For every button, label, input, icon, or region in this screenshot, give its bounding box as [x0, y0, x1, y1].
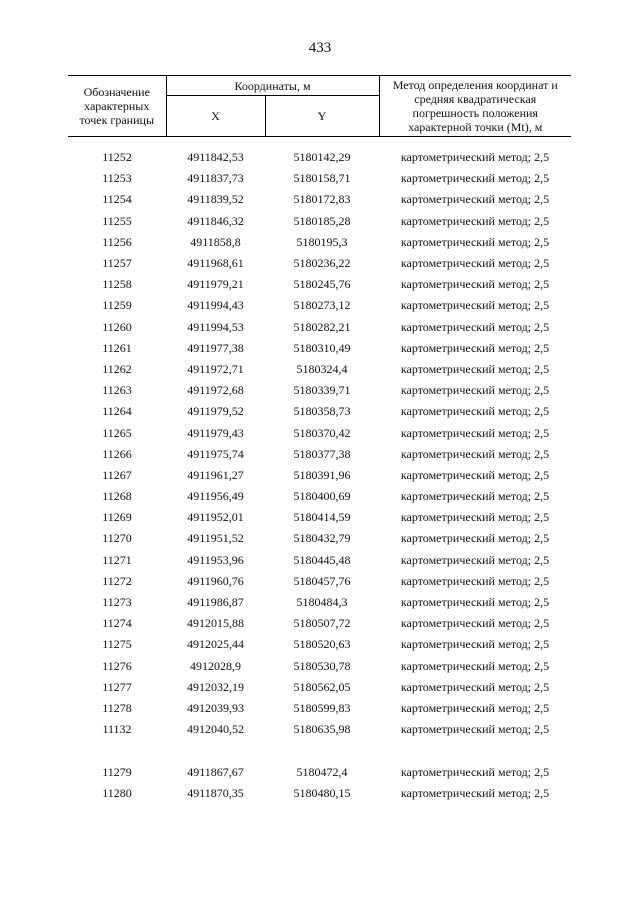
y-coordinate-cell: 5180377,38	[293, 446, 351, 461]
y-coordinate-cell: 5180414,59	[293, 510, 351, 525]
x-coordinate-cell: 4911986,87	[187, 595, 244, 610]
y-coordinate-cell: 5180236,22	[293, 256, 351, 271]
point-id-cell: 11261	[102, 340, 132, 355]
x-coordinate-cell: 4911994,43	[187, 298, 244, 313]
point-id-cell: 11259	[102, 298, 132, 313]
x-coordinate-cell: 4911972,68	[187, 383, 244, 398]
y-coordinate-cell: 5180185,28	[293, 213, 351, 228]
y-coordinate-cell: 5180480,15	[293, 785, 351, 800]
table-row	[68, 211, 571, 232]
x-coordinate-cell: 4911968,61	[187, 256, 244, 271]
row-gap	[68, 740, 571, 761]
point-id-cell: 11255	[102, 213, 132, 228]
method-cell: картометрический метод; 2,5	[400, 700, 550, 715]
table-body	[68, 137, 571, 804]
y-coordinate-cell: 5180391,96	[293, 467, 351, 482]
point-id-cell: 11271	[102, 552, 132, 567]
method-cell: картометрический метод; 2,5	[400, 234, 550, 249]
point-id-cell: 11269	[102, 510, 132, 525]
table-row	[68, 761, 571, 782]
method-cell: картометрический метод; 2,5	[400, 764, 550, 779]
coordinates-table	[68, 75, 571, 804]
method-cell: картометрический метод; 2,5	[400, 319, 550, 334]
y-coordinate-cell: 5180339,71	[293, 383, 351, 398]
point-id-cell: 11265	[102, 425, 132, 440]
table-row	[68, 719, 571, 740]
table-row	[68, 274, 571, 295]
table-row	[68, 634, 571, 655]
table-row	[68, 253, 571, 274]
header-method: Метод определения координат и средняя квадратическая погрешность положения характерной точки (Mt), м	[379, 76, 571, 137]
table-row	[68, 507, 571, 528]
method-cell: картометрический метод; 2,5	[400, 171, 550, 186]
method-cell: картометрический метод; 2,5	[400, 340, 550, 355]
table-row	[68, 317, 571, 338]
point-id-cell: 11267	[102, 467, 132, 482]
point-id-cell: 11277	[102, 679, 132, 694]
y-coordinate-cell: 5180530,78	[293, 658, 351, 673]
table-row	[68, 465, 571, 486]
point-id-cell: 11278	[102, 700, 132, 715]
y-coordinate-cell: 5180562,05	[293, 679, 351, 694]
point-id-cell: 11258	[102, 277, 132, 292]
table-row	[68, 571, 571, 592]
x-coordinate-cell: 4911867,67	[187, 764, 244, 779]
table-row	[68, 677, 571, 698]
x-coordinate-cell: 4911977,38	[187, 340, 244, 355]
method-cell: картометрический метод; 2,5	[400, 277, 550, 292]
table-row	[68, 232, 571, 253]
method-cell: картометрический метод; 2,5	[400, 531, 550, 546]
point-id-cell: 11276	[102, 658, 132, 673]
y-coordinate-cell: 5180172,83	[293, 192, 351, 207]
point-id-cell: 11256	[102, 234, 132, 249]
method-cell: картометрический метод; 2,5	[400, 679, 550, 694]
table-row	[68, 783, 571, 804]
header-coordinates: Координаты, м	[166, 76, 379, 96]
x-coordinate-cell: 4912015,88	[187, 616, 244, 631]
x-coordinate-cell: 4912039,93	[187, 700, 244, 715]
table-row	[68, 295, 571, 316]
table-row	[68, 338, 571, 359]
x-coordinate-cell: 4911953,96	[187, 552, 244, 567]
y-coordinate-cell: 5180195,3	[296, 234, 348, 249]
x-coordinate-cell: 4911960,76	[187, 573, 244, 588]
point-id-cell: 11275	[102, 637, 132, 652]
x-coordinate-cell: 4911979,43	[187, 425, 244, 440]
table-row	[68, 528, 571, 549]
x-coordinate-cell: 4912028,9	[190, 658, 241, 673]
point-id-cell: 11253	[102, 171, 132, 186]
y-coordinate-cell: 5180358,73	[293, 404, 351, 419]
header-designation: Обозначение характерных точек границы	[68, 76, 166, 137]
table-header	[68, 76, 571, 137]
x-coordinate-cell: 4911975,74	[187, 446, 244, 461]
x-coordinate-cell: 4911870,35	[187, 785, 244, 800]
method-cell: картометрический метод; 2,5	[400, 298, 550, 313]
point-id-cell: 11268	[102, 489, 132, 504]
y-coordinate-cell: 5180520,63	[293, 637, 351, 652]
x-coordinate-cell: 4911952,01	[187, 510, 244, 525]
table-row	[68, 550, 571, 571]
x-coordinate-cell: 4911951,52	[187, 531, 244, 546]
point-id-cell: 11262	[102, 361, 132, 376]
table-row	[68, 486, 571, 507]
y-coordinate-cell: 5180324,4	[296, 361, 348, 376]
x-coordinate-cell: 4911839,52	[187, 192, 244, 207]
table-row	[68, 698, 571, 719]
x-coordinate-cell: 4912025,44	[187, 637, 244, 652]
x-coordinate-cell: 4911979,21	[187, 277, 244, 292]
method-cell: картометрический метод; 2,5	[400, 425, 550, 440]
method-cell: картометрический метод; 2,5	[400, 404, 550, 419]
header-y: Y	[265, 96, 379, 137]
y-coordinate-cell: 5180484,3	[296, 595, 348, 610]
table-row	[68, 359, 571, 380]
x-coordinate-cell: 4911961,27	[187, 467, 244, 482]
x-coordinate-cell: 4911979,52	[187, 404, 244, 419]
method-cell: картометрический метод; 2,5	[400, 616, 550, 631]
table-row	[68, 189, 571, 210]
method-cell: картометрический метод; 2,5	[400, 573, 550, 588]
method-cell: картометрический метод; 2,5	[400, 383, 550, 398]
method-cell: картометрический метод; 2,5	[400, 510, 550, 525]
x-coordinate-cell: 4912032,19	[187, 679, 244, 694]
y-coordinate-cell: 5180370,42	[293, 425, 351, 440]
table-row	[68, 613, 571, 634]
page-number: 433	[308, 40, 332, 56]
y-coordinate-cell: 5180158,71	[293, 171, 351, 186]
y-coordinate-cell: 5180432,79	[293, 531, 351, 546]
method-cell: картометрический метод; 2,5	[400, 722, 550, 737]
y-coordinate-cell: 5180282,21	[293, 319, 351, 334]
y-coordinate-cell: 5180472,4	[296, 764, 348, 779]
method-cell: картометрический метод; 2,5	[400, 361, 550, 376]
method-cell: картометрический метод; 2,5	[400, 256, 550, 271]
y-coordinate-cell: 5180245,76	[293, 277, 351, 292]
point-id-cell: 11272	[102, 573, 132, 588]
point-id-cell: 11264	[102, 404, 132, 419]
point-id-cell: 11257	[102, 256, 132, 271]
table-row	[68, 422, 571, 443]
y-coordinate-cell: 5180457,76	[293, 573, 351, 588]
point-id-cell: 11260	[102, 319, 132, 334]
table-row	[68, 656, 571, 677]
table-row	[68, 592, 571, 613]
y-coordinate-cell: 5180142,29	[293, 150, 351, 165]
y-coordinate-cell: 5180400,69	[293, 489, 351, 504]
method-cell: картометрический метод; 2,5	[400, 658, 550, 673]
point-id-cell: 11252	[102, 150, 132, 165]
method-cell: картометрический метод; 2,5	[400, 637, 550, 652]
method-cell: картометрический метод; 2,5	[400, 552, 550, 567]
point-id-cell: 11254	[102, 192, 132, 207]
method-cell: картометрический метод; 2,5	[400, 192, 550, 207]
table-row	[68, 168, 571, 189]
point-id-cell: 11274	[102, 616, 132, 631]
x-coordinate-cell: 4911837,73	[187, 171, 244, 186]
point-id-cell: 11266	[102, 446, 132, 461]
x-coordinate-cell: 4912040,52	[187, 722, 244, 737]
point-id-cell: 11273	[102, 595, 132, 610]
point-id-cell: 11280	[102, 785, 132, 800]
method-cell: картометрический метод; 2,5	[400, 595, 550, 610]
x-coordinate-cell: 4911994,53	[187, 319, 244, 334]
header-x: X	[166, 96, 265, 137]
point-id-cell: 11263	[102, 383, 132, 398]
point-id-cell: 11279	[102, 764, 132, 779]
method-cell: картометрический метод; 2,5	[400, 467, 550, 482]
table-row	[68, 147, 571, 168]
y-coordinate-cell: 5180635,98	[293, 722, 351, 737]
x-coordinate-cell: 4911842,53	[187, 150, 244, 165]
table-row	[68, 380, 571, 401]
method-cell: картометрический метод; 2,5	[400, 213, 550, 228]
point-id-cell: 11132	[102, 722, 132, 737]
x-coordinate-cell: 4911972,71	[187, 361, 244, 376]
point-id-cell: 11270	[102, 531, 132, 546]
y-coordinate-cell: 5180445,48	[293, 552, 351, 567]
y-coordinate-cell: 5180507,72	[293, 616, 351, 631]
method-cell: картометрический метод; 2,5	[400, 489, 550, 504]
method-cell: картометрический метод; 2,5	[400, 446, 550, 461]
y-coordinate-cell: 5180599,83	[293, 700, 351, 715]
table-row	[68, 401, 571, 422]
table-row	[68, 444, 571, 465]
y-coordinate-cell: 5180310,49	[293, 340, 351, 355]
x-coordinate-cell: 4911858,8	[190, 234, 241, 249]
y-coordinate-cell: 5180273,12	[293, 298, 351, 313]
method-cell: картометрический метод; 2,5	[400, 150, 550, 165]
method-cell: картометрический метод; 2,5	[400, 785, 550, 800]
x-coordinate-cell: 4911846,32	[187, 213, 244, 228]
x-coordinate-cell: 4911956,49	[187, 489, 244, 504]
